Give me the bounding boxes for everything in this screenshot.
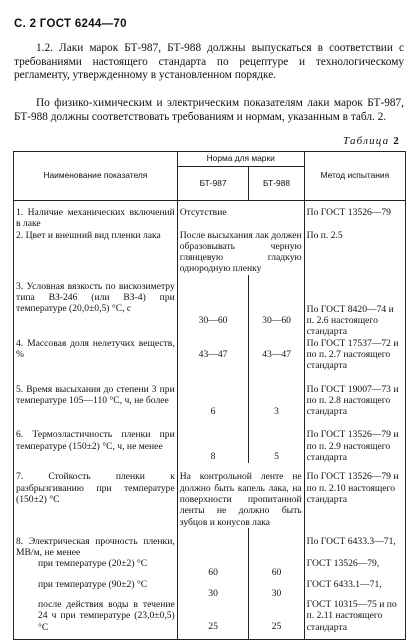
row-name: 2. Цвет и внешний вид пленки лака — [14, 230, 178, 275]
row-name: 3. Условная вязкость по вискозиметру типа ВЗ-246 (или ВЗ-4) при температуре (20,0±0,5) °С, с — [14, 275, 178, 338]
row-name: 4. Массовая доля нелетучих веществ, % — [14, 338, 178, 372]
paragraph-1-2: 1.2. Лаки марок БТ-987, БТ-988 должны выпускаться в соответствии с требованиями настоящего стандарта по рецептуре и технологическому регламенту, утвержденному в установленном порядке. — [14, 42, 404, 82]
row-method: По ГОСТ 13526—79 и по п. 2.10 настоящего стандарта — [304, 463, 405, 527]
row-norm-span: После высыхания лак должен образовывать черную глянцевую гладкую однородную пленку — [177, 230, 304, 275]
row-value-bt988: 30—60 — [249, 275, 304, 338]
row-method: По ГОСТ 13526—79 — [304, 201, 405, 230]
properties-table — [13, 151, 406, 640]
row-name: после действия воды в течение 24 ч при температуре (23,0±0,5) °С — [14, 599, 178, 639]
row-value-bt988: 60 — [249, 558, 304, 578]
table-row — [14, 463, 406, 527]
row-value-bt987: 25 — [177, 599, 249, 639]
table-caption — [343, 135, 400, 147]
row-method: По ГОСТ 17537—72 и по п. 2.7 настоящего стандарта — [304, 338, 405, 372]
col-header-norm: Норма для марки — [177, 152, 304, 167]
row-value-bt988: 30 — [249, 579, 304, 599]
row-value-bt987: 6 — [177, 372, 249, 418]
row-name: 6. Термоэластичность пленки при температуре (150±2) °С, ч, не менее — [14, 417, 178, 463]
col-header-method: Метод испытания — [304, 152, 405, 201]
table-row — [14, 417, 406, 463]
table-caption-number: 2 — [393, 135, 400, 147]
table-row — [14, 372, 406, 418]
table-row — [14, 558, 406, 578]
row-method: ГОСТ 10315—75 и по п. 2.11 настоящего стандарта — [304, 599, 405, 639]
col-header-name: Наименование показателя — [14, 152, 178, 201]
col-header-bt988: БТ-988 — [249, 167, 304, 201]
row-norm-span: На контрольной ленте не должно быть капель лака, на поверхности пропитанной ленты не должно быть зубцов и конусов лака — [177, 463, 304, 527]
table-row — [14, 579, 406, 599]
row-value-bt987: 30 — [177, 579, 249, 599]
row-name: 7. Стойкость пленки к разбрызгиванию при температуре (150±2) °С — [14, 463, 178, 527]
table-row — [14, 528, 406, 559]
row-norm-span: Отсутствие — [177, 201, 304, 230]
row-method: ГОСТ 13526—79, — [304, 558, 405, 578]
row-name: 8. Электрическая прочность пленки, МВ/м, не менее — [14, 528, 178, 559]
row-value-bt987: 8 — [177, 417, 249, 463]
row-value-bt987: 43—47 — [177, 338, 249, 372]
row-value-bt988: 25 — [249, 599, 304, 639]
paragraph-properties: По физико-химическим и электрическим показателям лаки марок БТ-987, БТ-988 должны соответствовать требованиям и нормам, указанным в табл. 2. — [14, 97, 404, 123]
table-row — [14, 599, 406, 639]
row-name: 5. Время высыхания до степени 3 при температуре 105—110 °С, ч, не более — [14, 372, 178, 418]
col-header-bt987: БТ-987 — [177, 167, 249, 201]
table-row — [14, 338, 406, 372]
row-name: при температуре (90±2) °С — [14, 579, 178, 599]
row-method: По ГОСТ 13526—79 и по п. 2.9 настоящего стандарта — [304, 417, 405, 463]
row-value-bt987: 30—60 — [177, 275, 249, 338]
row-value-bt987 — [177, 528, 249, 559]
table-row — [14, 275, 406, 338]
row-method: По п. 2.5 — [304, 230, 405, 275]
table-row — [14, 201, 406, 230]
row-method: По ГОСТ 6433.3—71, — [304, 528, 405, 559]
page-header: С. 2 ГОСТ 6244—70 — [14, 18, 127, 30]
row-value-bt988: 43—47 — [249, 338, 304, 372]
row-method: По ГОСТ 8420—74 и п. 2.6 настоящего стандарта — [304, 275, 405, 338]
row-method: ГОСТ 6433.1—71, — [304, 579, 405, 599]
row-value-bt987: 60 — [177, 558, 249, 578]
row-method: По ГОСТ 19007—73 и по п. 2.8 настоящего стандарта — [304, 372, 405, 418]
row-name: при температуре (20±2) °С — [14, 558, 178, 578]
table-row — [14, 230, 406, 275]
table-caption-word: Таблица — [343, 135, 390, 147]
row-name: 1. Наличие механических включений в лаке — [14, 201, 178, 230]
row-value-bt988: 5 — [249, 417, 304, 463]
row-value-bt988 — [249, 528, 304, 559]
row-value-bt988: 3 — [249, 372, 304, 418]
